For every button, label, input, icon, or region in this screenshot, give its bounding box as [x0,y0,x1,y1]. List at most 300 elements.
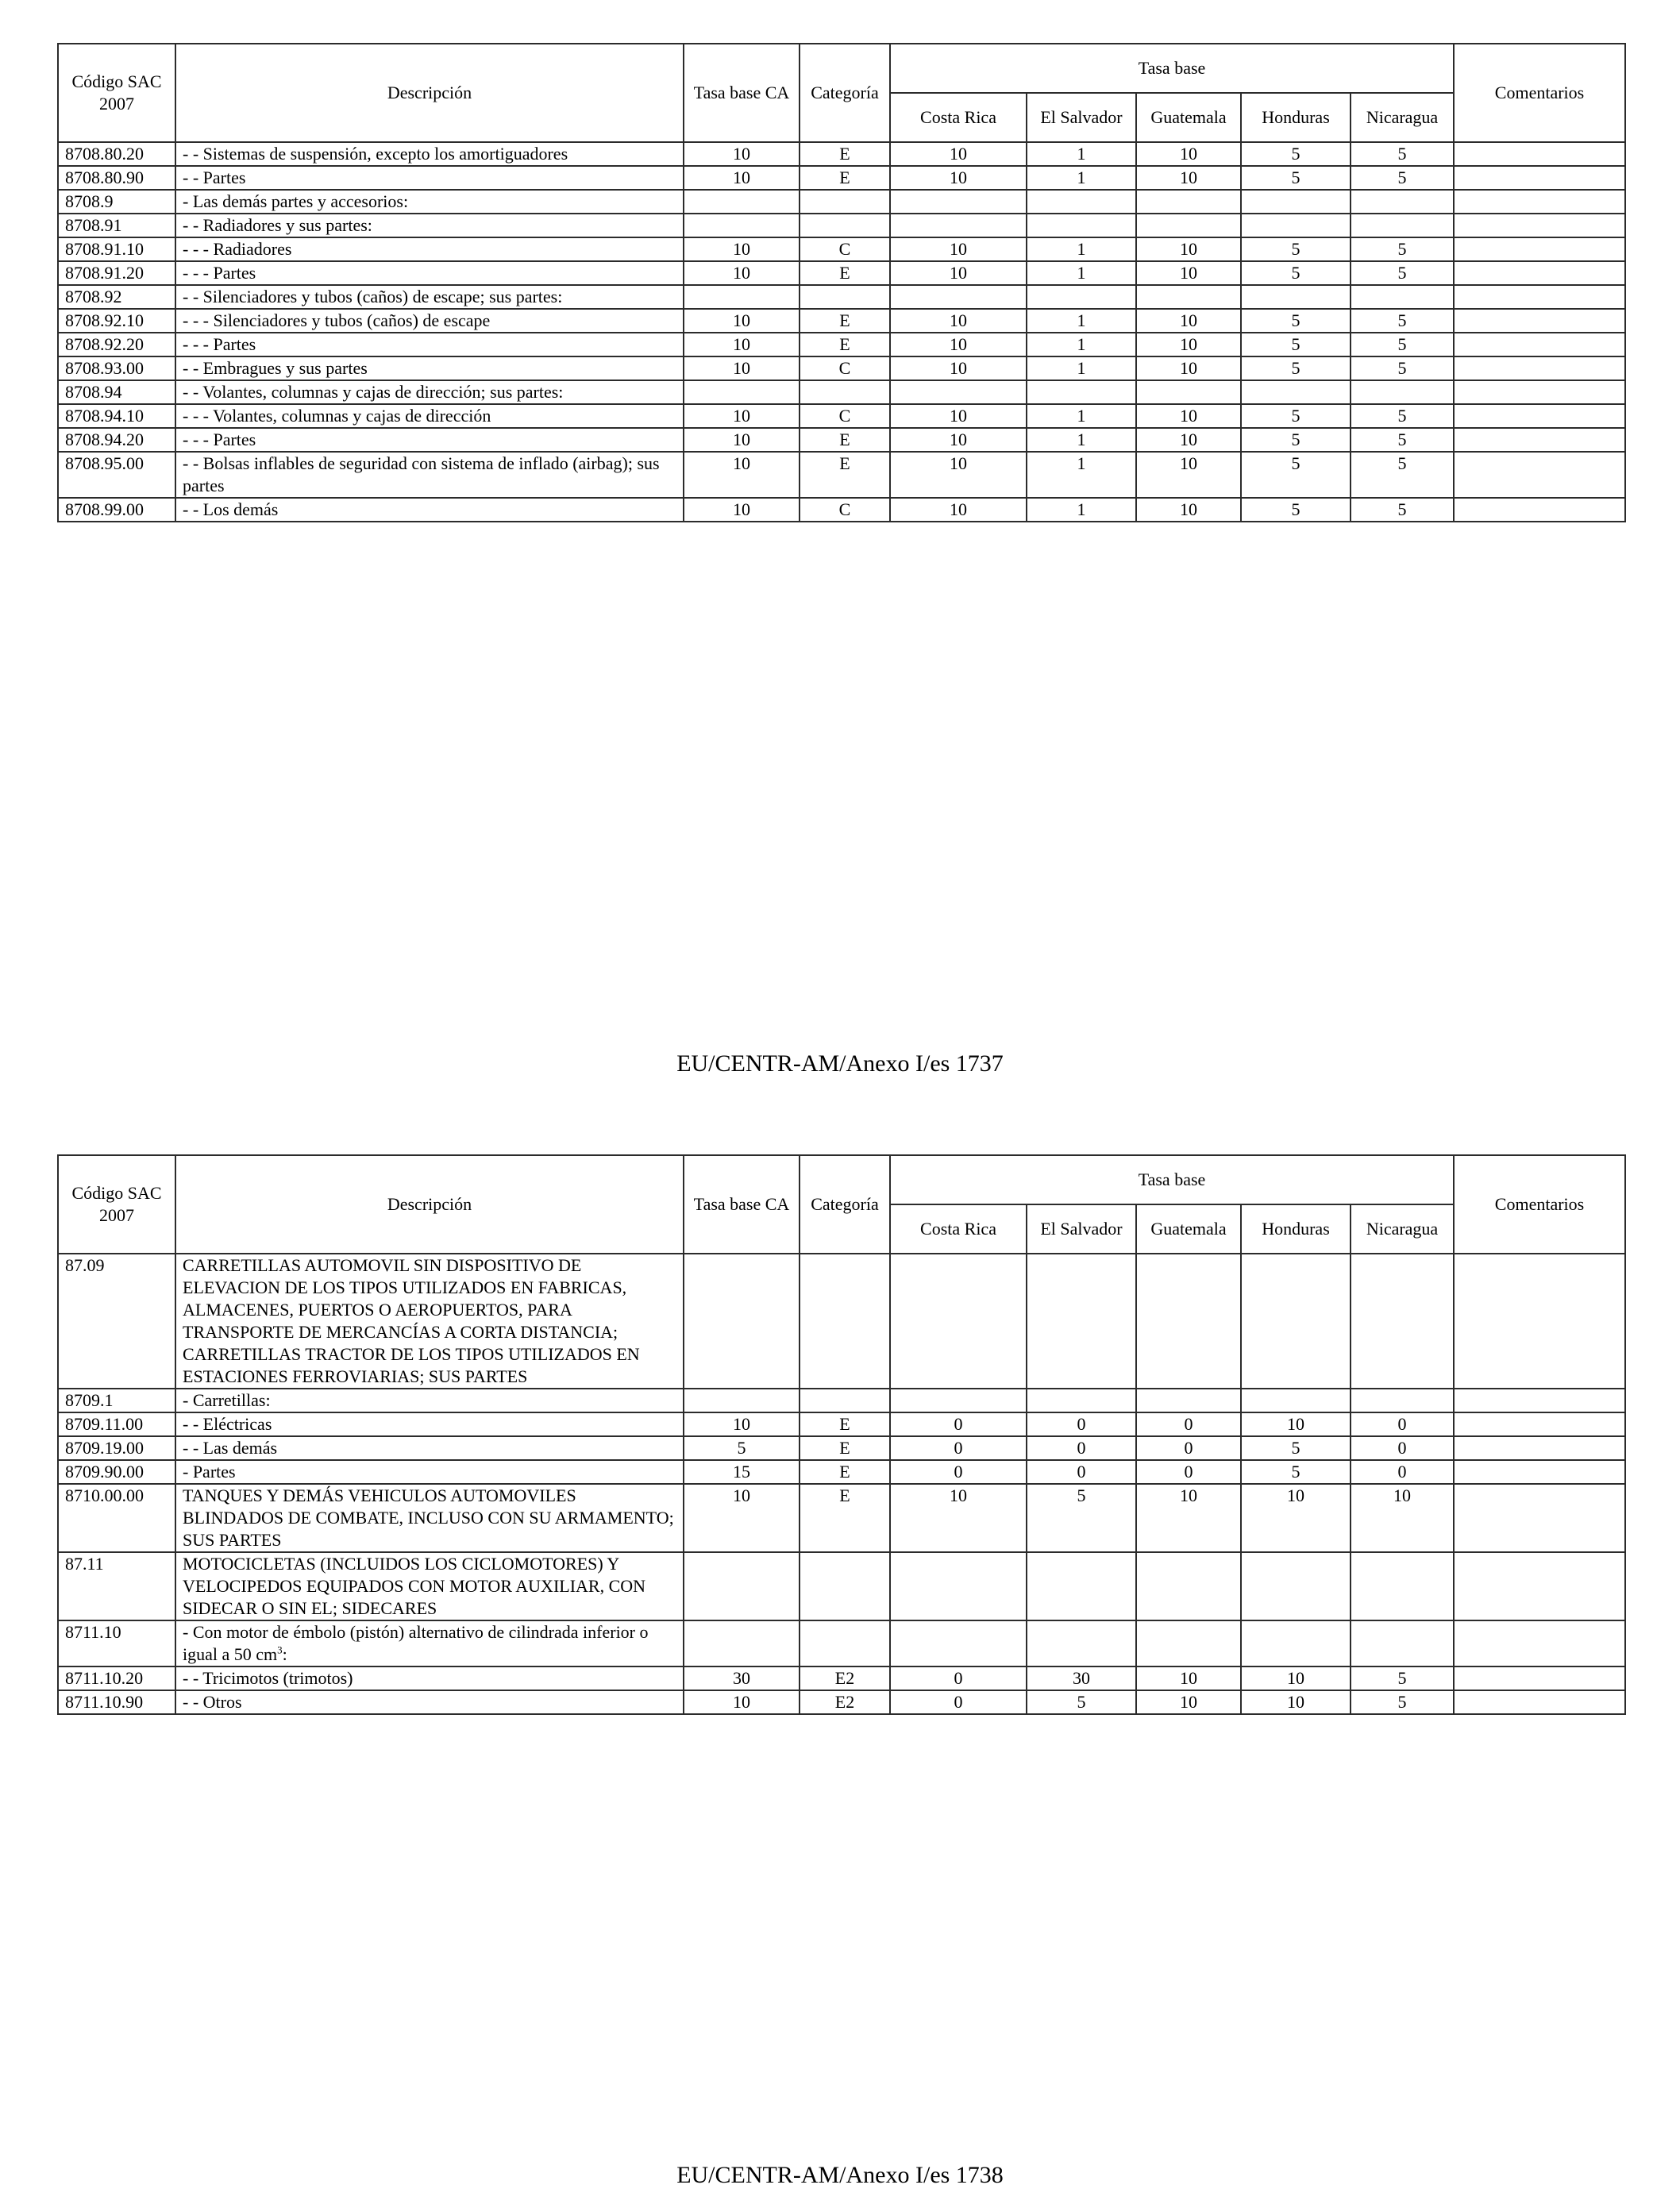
header-nicaragua: Nicaragua [1351,93,1454,142]
cell-costa-rica: 0 [890,1460,1027,1484]
cell-nicaragua [1351,380,1454,404]
header-rate-ca: Tasa base CA [684,44,800,142]
cell-comments [1454,1690,1625,1714]
header-honduras: Honduras [1241,93,1351,142]
cell-description: - - - Silenciadores y tubos (caños) de escape [175,309,684,333]
cell-description: - Carretillas: [175,1389,684,1412]
cell-honduras [1241,190,1351,214]
cell-comments [1454,1484,1625,1552]
cell-rate-ca: 30 [684,1666,800,1690]
table-row [58,380,1625,404]
cell-code: 8708.9 [58,190,175,214]
cell-comments [1454,214,1625,237]
cell-nicaragua: 5 [1351,237,1454,261]
cell-costa-rica: 10 [890,166,1027,190]
table-row [58,356,1625,380]
cell-honduras [1241,1620,1351,1666]
cell-category: C [800,237,890,261]
cell-el-salvador: 1 [1027,166,1136,190]
cell-costa-rica: 10 [890,309,1027,333]
cell-description: - - Tricimotos (trimotos) [175,1666,684,1690]
cell-costa-rica: 10 [890,1484,1027,1552]
cell-comments [1454,1389,1625,1412]
cell-category: E [800,428,890,452]
cell-category [800,214,890,237]
table-row [58,142,1625,166]
cell-guatemala: 10 [1136,1666,1241,1690]
cell-category: E [800,333,890,356]
cell-comments [1454,1666,1625,1690]
cell-code: 8708.94.20 [58,428,175,452]
table-row [58,1552,1625,1620]
cell-rate-ca [684,1552,800,1620]
cell-el-salvador: 0 [1027,1436,1136,1460]
cell-guatemala: 10 [1136,309,1241,333]
cell-honduras [1241,1552,1351,1620]
cell-nicaragua: 0 [1351,1436,1454,1460]
cell-comments [1454,333,1625,356]
table-row [58,190,1625,214]
header-comments: Comentarios [1454,44,1625,142]
cell-el-salvador [1027,1389,1136,1412]
cell-rate-ca: 10 [684,1690,800,1714]
cell-comments [1454,428,1625,452]
cell-category [800,285,890,309]
cell-category: E2 [800,1666,890,1690]
cell-el-salvador: 1 [1027,142,1136,166]
cell-rate-ca: 10 [684,498,800,522]
cell-description: - - Otros [175,1690,684,1714]
cell-comments [1454,498,1625,522]
table-row [58,309,1625,333]
cell-category [800,380,890,404]
header-rate-group: Tasa base [890,1155,1454,1204]
cell-code: 8708.92.10 [58,309,175,333]
header-honduras: Honduras [1241,1204,1351,1254]
cell-code: 8708.92 [58,285,175,309]
table-row [58,214,1625,237]
cell-costa-rica [890,1254,1027,1389]
tariff-table-2 [57,1154,1626,1715]
table-row [58,1620,1625,1666]
cell-honduras: 10 [1241,1484,1351,1552]
cell-category: E [800,1460,890,1484]
cell-guatemala: 10 [1136,1484,1241,1552]
cell-honduras [1241,1254,1351,1389]
cell-el-salvador: 1 [1027,261,1136,285]
cell-rate-ca [684,1389,800,1412]
cell-comments [1454,190,1625,214]
cell-comments [1454,166,1625,190]
table-row [58,261,1625,285]
cell-rate-ca: 10 [684,404,800,428]
cell-code: 8710.00.00 [58,1484,175,1552]
header-description: Descripción [175,44,684,142]
cell-el-salvador: 1 [1027,333,1136,356]
header-el-salvador: El Salvador [1027,93,1136,142]
cell-el-salvador: 1 [1027,498,1136,522]
superscript: 3 [277,1643,283,1656]
table-row [58,1666,1625,1690]
header-code: Código SAC 2007 [58,44,175,142]
cell-nicaragua: 5 [1351,1690,1454,1714]
cell-category: C [800,356,890,380]
header-costa-rica: Costa Rica [890,93,1027,142]
table-header [58,44,1625,142]
cell-guatemala: 0 [1136,1460,1241,1484]
cell-description: - - Embragues y sus partes [175,356,684,380]
cell-comments [1454,237,1625,261]
cell-comments [1454,380,1625,404]
header-nicaragua: Nicaragua [1351,1204,1454,1254]
table-row [58,498,1625,522]
cell-nicaragua: 5 [1351,404,1454,428]
cell-guatemala [1136,214,1241,237]
cell-comments [1454,261,1625,285]
table-row [58,1412,1625,1436]
cell-rate-ca [684,380,800,404]
cell-category [800,190,890,214]
cell-code: 87.09 [58,1254,175,1389]
cell-nicaragua [1351,1620,1454,1666]
cell-costa-rica: 10 [890,404,1027,428]
cell-honduras: 10 [1241,1666,1351,1690]
cell-category: C [800,498,890,522]
header-category: Categoría [800,44,890,142]
table-row [58,1254,1625,1389]
cell-rate-ca [684,190,800,214]
cell-comments [1454,1254,1625,1389]
cell-costa-rica [890,214,1027,237]
cell-category [800,1389,890,1412]
cell-costa-rica: 10 [890,237,1027,261]
cell-code: 8709.11.00 [58,1412,175,1436]
cell-guatemala [1136,285,1241,309]
cell-description: - - Silenciadores y tubos (caños) de escape; sus partes: [175,285,684,309]
cell-nicaragua: 5 [1351,452,1454,498]
table-row [58,1460,1625,1484]
cell-rate-ca [684,1254,800,1389]
cell-category: E [800,452,890,498]
cell-category [800,1552,890,1620]
cell-guatemala: 10 [1136,452,1241,498]
cell-description: - - Partes [175,166,684,190]
cell-description: - - Volantes, columnas y cajas de dirección; sus partes: [175,380,684,404]
table-row [58,1389,1625,1412]
cell-honduras: 5 [1241,166,1351,190]
table-row [58,285,1625,309]
cell-costa-rica: 10 [890,333,1027,356]
cell-guatemala [1136,380,1241,404]
cell-el-salvador [1027,1552,1136,1620]
cell-nicaragua [1351,190,1454,214]
cell-description: - Partes [175,1460,684,1484]
cell-costa-rica [890,380,1027,404]
cell-guatemala: 10 [1136,237,1241,261]
cell-code: 8708.80.90 [58,166,175,190]
cell-nicaragua [1351,1389,1454,1412]
cell-guatemala: 10 [1136,261,1241,285]
cell-guatemala: 10 [1136,333,1241,356]
cell-el-salvador: 5 [1027,1690,1136,1714]
cell-honduras: 5 [1241,404,1351,428]
header-guatemala: Guatemala [1136,1204,1241,1254]
cell-code: 8708.80.20 [58,142,175,166]
cell-code: 8708.91.20 [58,261,175,285]
cell-comments [1454,1436,1625,1460]
cell-description: - - - Partes [175,261,684,285]
cell-el-salvador: 5 [1027,1484,1136,1552]
cell-rate-ca [684,214,800,237]
cell-el-salvador [1027,380,1136,404]
cell-rate-ca: 10 [684,333,800,356]
cell-description: - - - Partes [175,428,684,452]
cell-el-salvador [1027,285,1136,309]
cell-description: - - - Partes [175,333,684,356]
cell-nicaragua: 0 [1351,1412,1454,1436]
cell-rate-ca: 10 [684,261,800,285]
cell-code: 8709.90.00 [58,1460,175,1484]
cell-costa-rica [890,285,1027,309]
cell-rate-ca: 10 [684,356,800,380]
cell-rate-ca [684,1620,800,1666]
cell-costa-rica: 0 [890,1436,1027,1460]
cell-code: 8708.91 [58,214,175,237]
cell-description: - - Bolsas inflables de seguridad con sistema de inflado (airbag); sus partes [175,452,684,498]
cell-honduras [1241,380,1351,404]
cell-category: E [800,142,890,166]
cell-category: E [800,166,890,190]
cell-rate-ca: 10 [684,166,800,190]
cell-code: 8708.95.00 [58,452,175,498]
cell-el-salvador: 30 [1027,1666,1136,1690]
cell-category: E [800,261,890,285]
cell-costa-rica [890,190,1027,214]
cell-honduras [1241,214,1351,237]
cell-nicaragua [1351,1254,1454,1389]
cell-comments [1454,452,1625,498]
cell-description [175,1620,684,1666]
cell-costa-rica: 0 [890,1666,1027,1690]
cell-code: 8709.1 [58,1389,175,1412]
table-row [58,166,1625,190]
cell-el-salvador: 0 [1027,1460,1136,1484]
cell-el-salvador [1027,1254,1136,1389]
cell-code: 8711.10.90 [58,1690,175,1714]
cell-el-salvador: 1 [1027,404,1136,428]
cell-comments [1454,285,1625,309]
table-header [58,1155,1625,1254]
cell-honduras: 5 [1241,309,1351,333]
cell-description: - - Los demás [175,498,684,522]
cell-costa-rica: 10 [890,498,1027,522]
cell-guatemala [1136,1552,1241,1620]
cell-guatemala [1136,1254,1241,1389]
cell-category: E [800,309,890,333]
cell-el-salvador: 0 [1027,1412,1136,1436]
cell-code: 8708.94 [58,380,175,404]
cell-honduras: 5 [1241,1460,1351,1484]
cell-code: 8708.93.00 [58,356,175,380]
cell-costa-rica: 10 [890,356,1027,380]
cell-costa-rica: 0 [890,1690,1027,1714]
cell-honduras: 5 [1241,142,1351,166]
cell-nicaragua: 0 [1351,1460,1454,1484]
cell-honduras: 10 [1241,1412,1351,1436]
cell-costa-rica: 0 [890,1412,1027,1436]
cell-description: - - Sistemas de suspensión, excepto los amortiguadores [175,142,684,166]
cell-nicaragua: 5 [1351,142,1454,166]
cell-rate-ca: 10 [684,1412,800,1436]
cell-nicaragua: 5 [1351,261,1454,285]
cell-code: 8711.10 [58,1620,175,1666]
cell-honduras: 5 [1241,261,1351,285]
header-code: Código SAC 2007 [58,1155,175,1254]
cell-guatemala [1136,1389,1241,1412]
header-el-salvador: El Salvador [1027,1204,1136,1254]
cell-category: E [800,1412,890,1436]
header-comments: Comentarios [1454,1155,1625,1254]
cell-description: MOTOCICLETAS (INCLUIDOS LOS CICLOMOTORES) Y VELOCIPEDOS EQUIPADOS CON MOTOR AUXILIAR, CON SIDECAR O SIN EL; SIDECARES [175,1552,684,1620]
cell-comments [1454,1412,1625,1436]
cell-honduras [1241,285,1351,309]
cell-costa-rica: 10 [890,261,1027,285]
header-costa-rica: Costa Rica [890,1204,1027,1254]
cell-nicaragua [1351,285,1454,309]
header-rate-group: Tasa base [890,44,1454,93]
cell-description: - - Radiadores y sus partes: [175,214,684,237]
table-body [58,1254,1625,1714]
cell-rate-ca: 10 [684,309,800,333]
cell-description: - Las demás partes y accesorios: [175,190,684,214]
cell-costa-rica [890,1620,1027,1666]
header-rate-ca: Tasa base CA [684,1155,800,1254]
cell-el-salvador [1027,214,1136,237]
cell-el-salvador: 1 [1027,452,1136,498]
cell-comments [1454,142,1625,166]
cell-comments [1454,1552,1625,1620]
cell-el-salvador: 1 [1027,237,1136,261]
cell-code: 8708.94.10 [58,404,175,428]
cell-guatemala: 10 [1136,142,1241,166]
cell-honduras [1241,1389,1351,1412]
cell-honduras: 5 [1241,452,1351,498]
cell-guatemala [1136,1620,1241,1666]
cell-honduras: 10 [1241,1690,1351,1714]
cell-description: TANQUES Y DEMÁS VEHICULOS AUTOMOVILES BLINDADOS DE COMBATE, INCLUSO CON SU ARMAMENTO; SUS PARTES [175,1484,684,1552]
cell-rate-ca: 10 [684,1484,800,1552]
cell-code: 8708.99.00 [58,498,175,522]
cell-rate-ca: 5 [684,1436,800,1460]
cell-costa-rica [890,1389,1027,1412]
cell-comments [1454,1460,1625,1484]
cell-guatemala: 10 [1136,356,1241,380]
cell-category [800,1620,890,1666]
cell-honduras: 5 [1241,428,1351,452]
cell-guatemala: 0 [1136,1436,1241,1460]
cell-honduras: 5 [1241,237,1351,261]
cell-description: CARRETILLAS AUTOMOVIL SIN DISPOSITIVO DE ELEVACION DE LOS TIPOS UTILIZADOS EN FABRICAS, ALMACENES, PUERTOS O AEROPUERTOS, PARA TRANSPORTE DE MERCANCÍAS A CORTA DISTANCIA; CARRETILLAS TRACTOR DE LOS TIPOS UTILIZADOS EN ESTACIONES FERROVIARIAS; SUS PARTES [175,1254,684,1389]
cell-rate-ca [684,285,800,309]
cell-comments [1454,356,1625,380]
cell-rate-ca: 10 [684,428,800,452]
cell-comments [1454,404,1625,428]
cell-guatemala: 10 [1136,1690,1241,1714]
cell-costa-rica: 10 [890,142,1027,166]
cell-honduras: 5 [1241,356,1351,380]
cell-guatemala: 10 [1136,498,1241,522]
cell-guatemala [1136,190,1241,214]
tariff-table-1 [57,43,1626,522]
cell-category: E2 [800,1690,890,1714]
cell-category: E [800,1484,890,1552]
cell-code: 8708.92.20 [58,333,175,356]
page-footer: EU/CENTR-AM/Anexo I/es 1737 [676,1050,1004,1077]
table-row [58,1690,1625,1714]
cell-nicaragua: 5 [1351,333,1454,356]
cell-rate-ca: 15 [684,1460,800,1484]
header-description: Descripción [175,1155,684,1254]
cell-el-salvador [1027,1620,1136,1666]
cell-guatemala: 10 [1136,428,1241,452]
table-body [58,142,1625,522]
cell-rate-ca: 10 [684,452,800,498]
cell-category: E [800,1436,890,1460]
cell-rate-ca: 10 [684,142,800,166]
cell-costa-rica: 10 [890,428,1027,452]
cell-el-salvador: 1 [1027,356,1136,380]
cell-code: 8708.91.10 [58,237,175,261]
cell-nicaragua [1351,214,1454,237]
cell-description: - - - Volantes, columnas y cajas de dirección [175,404,684,428]
cell-el-salvador: 1 [1027,428,1136,452]
cell-nicaragua: 5 [1351,428,1454,452]
table-row [58,452,1625,498]
cell-nicaragua [1351,1552,1454,1620]
cell-nicaragua: 5 [1351,1666,1454,1690]
table-row [58,404,1625,428]
cell-honduras: 5 [1241,1436,1351,1460]
cell-costa-rica: 10 [890,452,1027,498]
table-row [58,428,1625,452]
cell-code: 8711.10.20 [58,1666,175,1690]
cell-el-salvador: 1 [1027,309,1136,333]
cell-description: - - Eléctricas [175,1412,684,1436]
cell-costa-rica [890,1552,1027,1620]
table-row [58,237,1625,261]
cell-comments [1454,1620,1625,1666]
cell-comments [1454,309,1625,333]
cell-code: 87.11 [58,1552,175,1620]
header-guatemala: Guatemala [1136,93,1241,142]
cell-el-salvador [1027,190,1136,214]
cell-guatemala: 10 [1136,166,1241,190]
cell-category [800,1254,890,1389]
description-tail: : [282,1644,287,1664]
cell-guatemala: 0 [1136,1412,1241,1436]
cell-nicaragua: 5 [1351,498,1454,522]
cell-rate-ca: 10 [684,237,800,261]
table-row [58,333,1625,356]
description-text: - Con motor de émbolo (pistón) alternativo de cilindrada inferior o igual a 50 cm [183,1622,649,1664]
cell-description: - - Las demás [175,1436,684,1460]
cell-guatemala: 10 [1136,404,1241,428]
cell-category: C [800,404,890,428]
cell-description: - - - Radiadores [175,237,684,261]
page-footer: EU/CENTR-AM/Anexo I/es 1738 [676,2162,1004,2188]
cell-nicaragua: 5 [1351,309,1454,333]
cell-code: 8709.19.00 [58,1436,175,1460]
